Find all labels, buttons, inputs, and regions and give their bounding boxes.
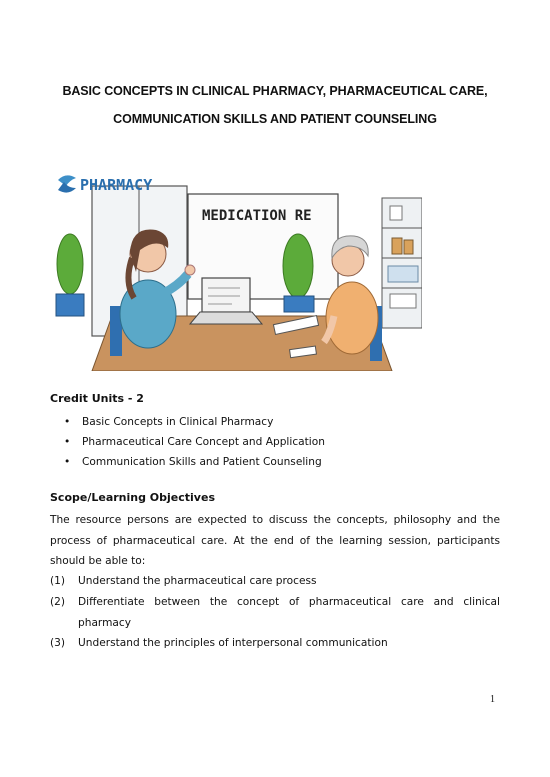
pharmacy-sign-text: PHARMACY xyxy=(80,176,153,194)
plant-right-icon xyxy=(283,234,314,312)
list-item: • Communication Skills and Patient Counseling xyxy=(62,452,325,472)
objective-text: Understand the pharmaceutical care process xyxy=(78,575,317,587)
objective-text: Differentiate between the concept of pharmaceutical care and clinical xyxy=(78,596,500,608)
medication-sign-text: MEDICATION RE xyxy=(202,208,312,224)
credit-units-heading: Credit Units - 2 xyxy=(50,392,144,405)
document-title-line-2: COMMUNICATION SKILLS AND PATIENT COUNSELING xyxy=(113,112,437,126)
scope-paragraph xyxy=(50,510,500,572)
paragraph-line: process of pharmaceutical care. At the end of the learning session, participants xyxy=(50,534,500,547)
document-title-line-1: BASIC CONCEPTS IN CLINICAL PHARMACY, PHARMACEUTICAL CARE, xyxy=(62,84,488,98)
objective-number: (1) xyxy=(50,575,66,587)
pharmacy-counseling-illustration xyxy=(52,166,422,371)
paragraph-line: The resource persons are expected to discuss the concepts, philosophy and the xyxy=(50,514,500,526)
bullet-icon: • xyxy=(64,436,71,448)
bullet-icon: • xyxy=(64,456,71,468)
page-number: 1 xyxy=(490,694,495,705)
objective-text: Understand the principles of interpersonal communication xyxy=(78,637,388,649)
objective-text: pharmacy xyxy=(78,616,132,629)
scope-heading: Scope/Learning Objectives xyxy=(50,491,215,504)
objective-number: (3) xyxy=(50,637,66,649)
credit-units-list xyxy=(62,412,325,472)
list-item: • Pharmaceutical Care Concept and Application xyxy=(62,432,325,452)
bullet-icon: • xyxy=(64,416,71,428)
plant-left-icon xyxy=(56,234,84,316)
paragraph-line: should be able to: xyxy=(50,555,146,567)
objective-number: (2) xyxy=(50,596,66,608)
list-item: • Basic Concepts in Clinical Pharmacy xyxy=(62,412,325,432)
